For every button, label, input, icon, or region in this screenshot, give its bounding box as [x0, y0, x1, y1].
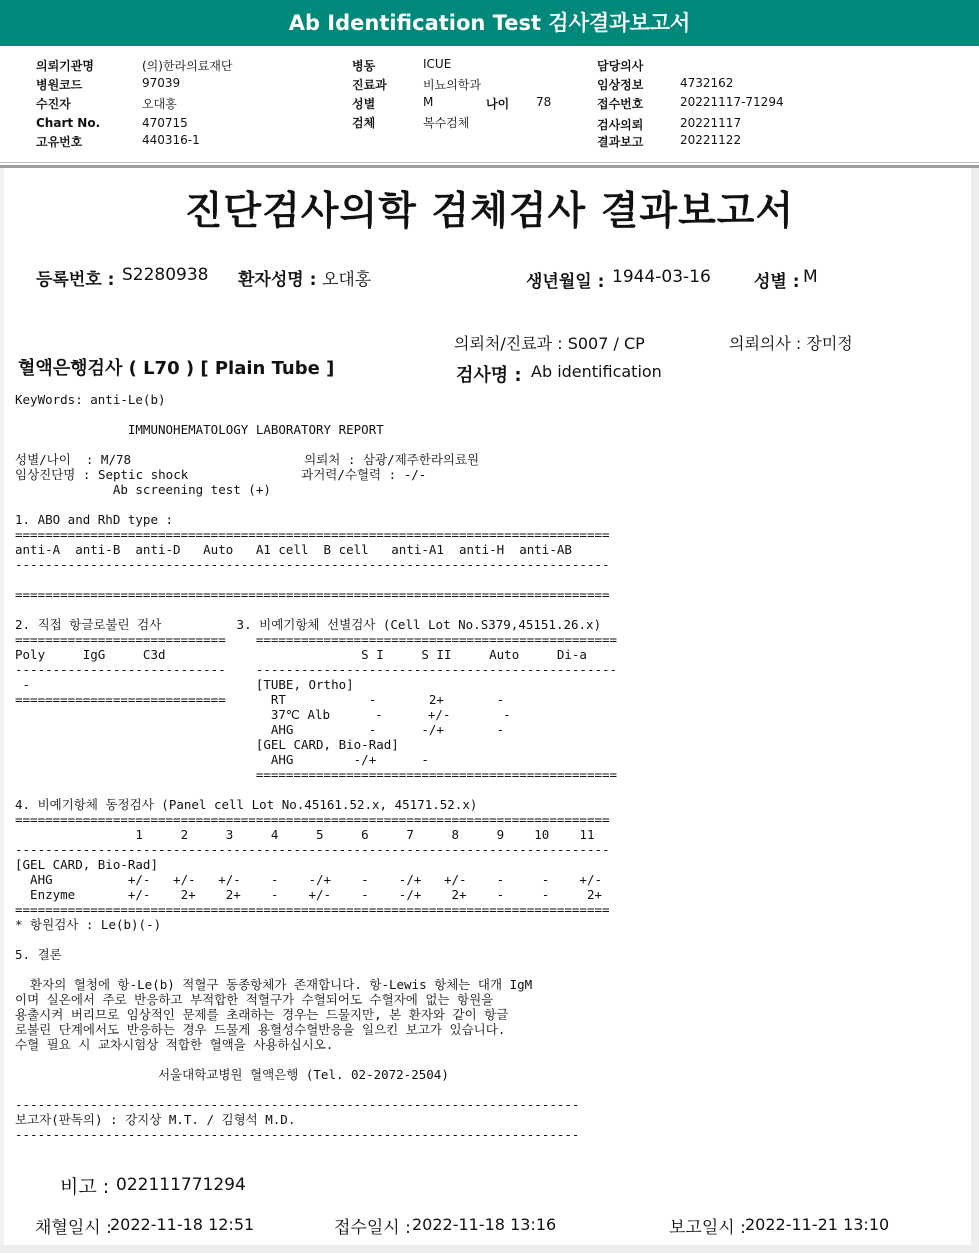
body-line: 이며 실온에서 주로 반응하고 부적합한 적혈구가 수혈되어도 수혈자에 없는 항원을: [15, 992, 494, 1007]
request-label: 검사의뢰: [597, 118, 644, 132]
body-line: [15, 782, 630, 797]
chart-label: Chart No.: [36, 116, 101, 130]
body-line: ===============================================================================: [15, 527, 610, 542]
report-body: [15, 392, 630, 1142]
doctor-label: 담당의사: [597, 59, 644, 73]
body-line: Enzyme +/- 2+ 2+ - +/- - -/+ 2+ - - 2+: [15, 887, 602, 902]
name-value: 오대홍: [322, 270, 372, 290]
clinical-value: 4732162: [680, 76, 734, 90]
body-line: ============================ RT - 2+ -: [15, 692, 505, 707]
body-line: 5. 결론: [15, 947, 62, 962]
collect-value: 2022-11-18 12:51: [110, 1215, 255, 1234]
body-line: [15, 962, 630, 977]
receipt-label: 접수번호: [597, 97, 644, 111]
body-line: 1. ABO and RhD type :: [15, 512, 174, 527]
institution-value: (의)한라의료재단: [142, 59, 233, 73]
collect-label: 채혈일시 :: [35, 1218, 112, 1238]
report-sex-value: M: [803, 267, 818, 287]
dept-label: 진료과: [352, 78, 387, 92]
body-line: 용출시켜 버리므로 임상적인 문제를 초래하는 경우는 드물지만, 본 환자와 같이 항글: [15, 1007, 509, 1022]
name-label: 환자성명 :: [238, 270, 317, 290]
body-line: 4. 비예기항체 동정검사 (Panel cell Lot No.45161.52.x, 45171.52.x): [15, 797, 478, 812]
dept-value: 비뇨의학과: [423, 78, 481, 92]
body-line: AHG -/+ -: [15, 752, 429, 767]
receipt-value: 20221117-71294: [680, 95, 784, 109]
body-line: 2. 직접 항글로불린 검사 3. 비예기항체 선별검사 (Cell Lot No.S379,45151.26.x): [15, 617, 602, 632]
ward-label: 병동: [352, 59, 376, 73]
body-line: [15, 602, 630, 617]
chart-value: 470715: [142, 116, 188, 130]
report-label: 결과보고: [597, 135, 644, 149]
clinical-label: 임상정보: [597, 78, 644, 92]
ward-value: ICUE: [423, 57, 452, 71]
body-line: 37℃ Alb - +/- -: [15, 707, 511, 722]
body-line: Ab screening test (+): [15, 482, 271, 497]
body-line: anti-A anti-B anti-D Auto A1 cell B cell anti-A1 anti-H anti-AB: [15, 542, 572, 557]
birth-value: 1944-03-16: [612, 267, 711, 287]
sex-label: 성별: [352, 97, 376, 111]
body-line: Poly IgG C3d S I S II Auto Di-a: [15, 647, 587, 662]
body-line: 성별/나이 : M/78 의뢰처 : 삼광/제주한라의료원: [15, 452, 480, 467]
hospital-code-value: 97039: [142, 76, 181, 90]
institution-label: 의뢰기관명: [36, 59, 94, 73]
body-line: [15, 497, 630, 512]
reg-label: 등록번호 :: [36, 270, 115, 290]
body-line: AHG +/- +/- +/- - -/+ - -/+ +/- - - +/-: [15, 872, 602, 887]
header-title: Ab Identification Test 검사결과보고서: [288, 11, 691, 35]
test-value: Ab identification: [531, 362, 662, 381]
body-line: [GEL CARD, Bio-Rad]: [15, 857, 158, 872]
body-line: KeyWords: anti-Le(b): [15, 392, 166, 407]
note-label: 비고 :: [60, 1176, 110, 1198]
body-line: ---------------------------------------------------------------------------: [15, 1127, 580, 1142]
body-line: AHG - -/+ -: [15, 722, 505, 737]
body-line: -------------------------------------------------------------------------------: [15, 842, 610, 857]
divider: [0, 162, 979, 163]
sex-value: M: [423, 95, 434, 109]
body-line: -------------------------------------------------------------------------------: [15, 557, 610, 572]
body-line: 수혈 필요 시 교차시험상 적합한 혈액을 사용하십시오.: [15, 1037, 334, 1052]
age-value: 78: [536, 95, 552, 109]
body-line: [15, 407, 630, 422]
test-label: 검사명 :: [456, 365, 522, 386]
right-margin: [971, 168, 979, 1253]
body-line: 서울대학교병원 혈액은행 (Tel. 02-2072-2504): [15, 1067, 449, 1082]
note-value: 022111771294: [116, 1175, 246, 1195]
body-line: [15, 572, 630, 587]
body-line: ---------------------------- ------------------------------------------------: [15, 662, 618, 677]
referral-dept: 의뢰처/진료과 : S007 / CP: [454, 334, 645, 353]
body-line: [15, 1082, 630, 1097]
referral-doctor: 의뢰의사 : 장미정: [729, 334, 853, 353]
report-value: 20221122: [680, 133, 742, 147]
body-line: [15, 1052, 630, 1067]
body-line: ---------------------------------------------------------------------------: [15, 1097, 580, 1112]
body-line: 임상진단명 : Septic shock 과거력/수혈력 : -/-: [15, 467, 427, 482]
patient-label: 수진자: [36, 97, 71, 111]
body-line: 1 2 3 4 5 6 7 8 9 10 11: [15, 827, 595, 842]
body-line: 보고자(판독의) : 강지상 M.T. / 김형석 M.D.: [15, 1112, 296, 1127]
body-line: * 항원검사 : Le(b)(-): [15, 917, 162, 932]
body-line: ===============================================================================: [15, 812, 610, 827]
footer-report-label: 보고일시 :: [669, 1218, 746, 1238]
body-line: IMMUNOHEMATOLOGY LABORATORY REPORT: [15, 422, 384, 437]
body-line: ============================ ================================================: [15, 632, 618, 647]
body-line: [GEL CARD, Bio-Rad]: [15, 737, 399, 752]
footer-report-value: 2022-11-21 13:10: [745, 1215, 890, 1234]
report-sex-label: 성별 :: [754, 272, 800, 292]
unique-value: 440316-1: [142, 133, 200, 147]
specimen-value: 복수검체: [423, 116, 470, 130]
body-line: 로불린 단계에서도 반응하는 경우 드물게 용혈성수혈반응을 일으킨 보고가 있습니다.: [15, 1022, 506, 1037]
age-label: 나이: [486, 97, 510, 111]
hospital-code-label: 병원코드: [36, 78, 83, 92]
body-line: [15, 932, 630, 947]
body-line: 환자의 혈청에 항-Le(b) 적혈구 동종항체가 존재합니다. 항-Lewis 항체는 대개 IgM: [15, 977, 533, 992]
report-title: 진단검사의학 검체검사 결과보고서: [184, 189, 795, 234]
birth-label: 생년월일 :: [526, 272, 605, 292]
body-line: - [TUBE, Ortho]: [15, 677, 354, 692]
body-line: ===============================================================================: [15, 902, 610, 917]
body-line: ================================================: [15, 767, 618, 782]
bottom-margin: [0, 1245, 979, 1253]
specimen-label: 검체: [352, 116, 376, 130]
receive-value: 2022-11-18 13:16: [412, 1215, 557, 1234]
receive-label: 접수일시 :: [334, 1218, 411, 1238]
body-line: [15, 437, 630, 452]
unique-label: 고유번호: [36, 135, 83, 149]
section-name: 혈액은행검사 ( L70 ) [ Plain Tube ]: [18, 358, 335, 379]
body-line: ===============================================================================: [15, 587, 610, 602]
divider-thick: [0, 165, 979, 168]
left-margin: [0, 168, 4, 1253]
patient-value: 오대홍: [142, 97, 177, 111]
reg-value: S2280938: [122, 265, 209, 285]
request-value: 20221117: [680, 116, 742, 130]
